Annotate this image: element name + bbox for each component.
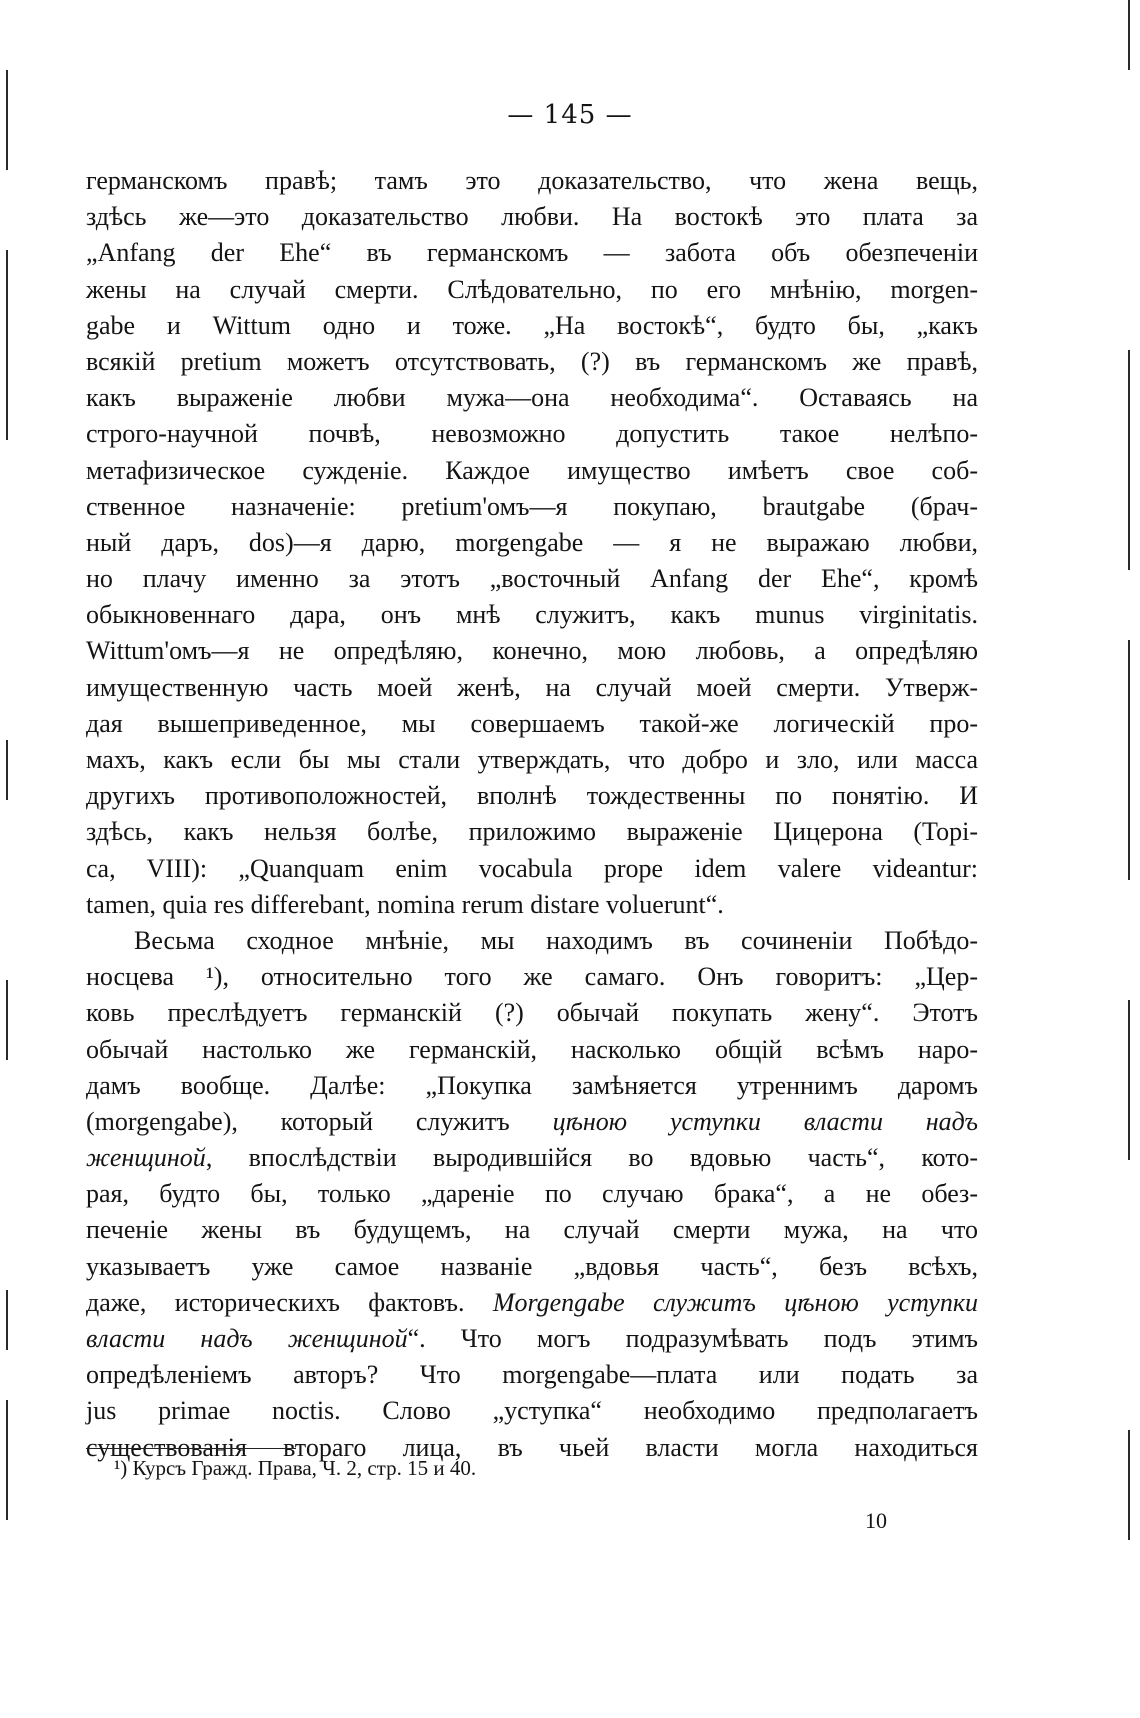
- text-line: [86, 1321, 978, 1357]
- text-line: ственное назначеніе: pretium'омъ—я покупаю, brautgabe (брач-: [86, 491, 978, 521]
- text-line: „Anfang der Ehe“ въ германскомъ — забота объ обезпеченіи: [86, 238, 978, 268]
- text-line: ный даръ, dos)—я дарю, morgengabe — я не выражаю любви,: [86, 527, 978, 557]
- page-edge-mark: [1128, 350, 1130, 570]
- text-line: дамъ вообще. Далѣе: „Покупка замѣняется утреннимъ даромъ: [86, 1070, 978, 1100]
- italic-run: власти надъ женщиной: [86, 1324, 408, 1353]
- page-edge-mark: [6, 250, 8, 340]
- page-number: — 145 —: [507, 100, 633, 130]
- text-run: “. Что могъ подразумѣвать подъ этимъ: [407, 1324, 978, 1353]
- page-edge-mark: [1128, 1430, 1130, 1540]
- text-line: имущественную часть моей женѣ, на случай моей смерти. Утверж-: [86, 672, 978, 702]
- text-line: gabe и Wittum одно и тоже. „На востокѣ“, будто бы, „какъ: [86, 310, 978, 340]
- page-edge-mark: [6, 1290, 8, 1350]
- text-line: ковь преслѣдуетъ германскій (?) обычай покупать жену“. Этотъ: [86, 998, 978, 1028]
- text-run: , впослѣдствіи выродившійся во вдовью часть“, кото-: [205, 1143, 978, 1173]
- page-edge-mark: [6, 330, 8, 440]
- text-line: jus primae noctis. Слово „уступка“ необходимо предполагаетъ: [86, 1396, 978, 1426]
- page-edge-mark: [1128, 640, 1130, 880]
- text-line: другихъ противоположностей, вполнѣ тождественны по понятію. И: [86, 781, 978, 811]
- text-line: указываетъ уже самое названіе „вдовья часть“, безъ всѣхъ,: [86, 1251, 978, 1281]
- page-edge-mark: [6, 980, 8, 1060]
- signature-mark: 10: [865, 1508, 887, 1533]
- text-line: всякій pretium можетъ отсутствовать, (?) въ германскомъ же правѣ,: [86, 346, 978, 376]
- text-line: здѣсь, какъ нельзя болѣе, приложимо выраженіе Цицерона (Topi-: [86, 817, 978, 847]
- body-text: [86, 163, 978, 1466]
- text-line: [86, 1104, 978, 1140]
- text-line: рая, будто бы, только „дареніе по случаю брака“, а не обез-: [86, 1179, 978, 1209]
- text-line: существованія втораго лица, въ чьей власти могла находиться: [86, 1432, 978, 1462]
- text-line: носцева ¹), относительно того же самаго. Онъ говоритъ: „Цер-: [86, 962, 978, 992]
- text-line: строго-научной почвѣ, невозможно допустить такое нелѣпо-: [86, 419, 978, 449]
- text-line: но плачу именно за этотъ „восточный Anfang der Ehe“, кромѣ: [86, 564, 978, 594]
- text-line: печеніе жены въ будущемъ, на случай смерти мужа, на что: [86, 1215, 978, 1245]
- text-line: Весьма сходное мнѣніе, мы находимъ въ сочиненіи Побѣдо-: [134, 925, 978, 955]
- page-edge-mark: [6, 740, 8, 800]
- italic-run: женщиной: [86, 1143, 206, 1173]
- page-edge-mark: [6, 1400, 8, 1520]
- text-line: дая вышеприведенное, мы совершаемъ такой-же логическій про-: [86, 708, 978, 738]
- text-line: tamen, quia res differebant, nomina rerum distare voluerunt“.: [86, 889, 724, 919]
- text-line: обычай настолько же германскій, насколько общій всѣмъ наро-: [86, 1034, 978, 1064]
- text-line: опредѣленіемъ авторъ? Что morgengabe—плата или подать за: [86, 1360, 978, 1390]
- footnote: [114, 1456, 476, 1481]
- footnote-divider: [86, 1448, 296, 1449]
- text-line: жены на случай смерти. Слѣдовательно, по его мнѣнію, morgen-: [86, 274, 978, 304]
- text-line: обыкновеннаго дара, онъ мнѣ служитъ, какъ munus virginitatis.: [86, 600, 978, 630]
- text-line: здѣсь же—это доказательство любви. На востокѣ это плата за: [86, 202, 978, 232]
- page-edge-mark: [1128, 0, 1130, 70]
- text-line: [86, 1285, 978, 1321]
- italic-run: цѣною уступки власти надъ: [552, 1106, 978, 1136]
- text-run: (morgengabe), который служитъ: [86, 1106, 553, 1136]
- footnote-text: Курсъ Гражд. Права, Ч. 2, стр. 15 и 40.: [132, 1456, 477, 1480]
- text-run: даже, историческихъ фактовъ.: [86, 1287, 493, 1317]
- text-line: ca, VIII): „Quanquam enim vocabula prope idem valere videantur:: [86, 853, 978, 883]
- footnote-marker: ¹): [114, 1456, 128, 1480]
- text-line: какъ выраженіе любви мужа—она необходима“. Оставаясь на: [86, 383, 978, 413]
- page-edge-mark: [1128, 1000, 1130, 1160]
- text-line: Wittum'омъ—я не опредѣляю, конечно, мою любовь, а опредѣляю: [86, 636, 978, 666]
- text-line: метафизическое сужденіе. Каждое имущество имѣетъ свое соб-: [86, 455, 978, 485]
- text-line: [86, 1140, 978, 1176]
- text-line: германскомъ правѣ; тамъ это доказательство, что жена вещь,: [86, 166, 978, 195]
- italic-run: Morgengabe служитъ цѣною уступки: [492, 1287, 978, 1317]
- text-line: махъ, какъ если бы мы стали утверждать, что добро и зло, или масса: [86, 745, 978, 774]
